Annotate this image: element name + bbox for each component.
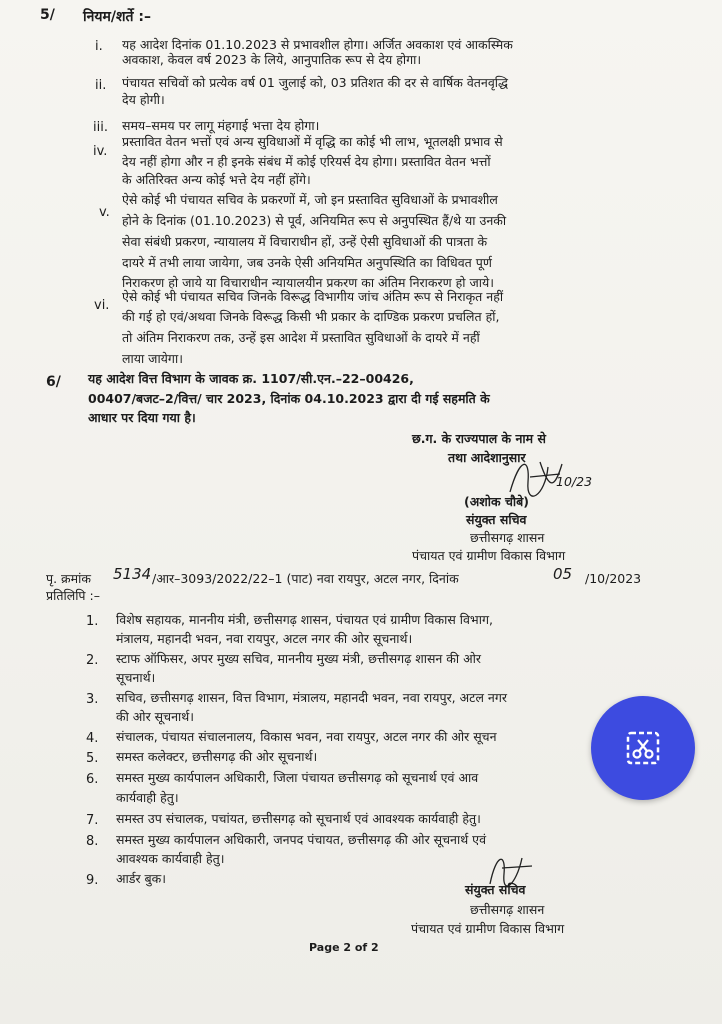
list-item: समस्त उप संचालक, पचांयत, छत्तीसगढ़ को सूचनार्थ एवं आवश्यक कार्यवाही हेतु। xyxy=(116,811,481,826)
item-text-line: के अतिरिक्त अन्य कोई भत्ते देय नहीं होंगे। xyxy=(122,172,311,187)
item-text-line: देय नहीं होगा और न ही इनके संबंध में कोई एरियर्स देय होगा। प्रस्तावित वेतन भत्तों xyxy=(122,154,491,169)
item-text-line: अवकाश, केवल वर्ष 2023 के लिये, आनुपातिक रूप से देय होगा। xyxy=(122,52,422,67)
item-text-line: प्रस्तावित वेतन भत्तों एवं अन्य सुविधाओं में वृद्धि का कोई भी लाभ, भूतलक्षी प्रभाव से xyxy=(122,134,503,149)
list-item: सचिव, छत्तीसगढ़ शासन, वित्त विभाग, मंत्रालय, महानदी भवन, नवा रायपुर, अटल नगर xyxy=(116,690,508,705)
list-number: 1. xyxy=(86,614,99,629)
endorsement-date-suffix: /10/2023 xyxy=(585,571,642,586)
list-item: समस्त कलेक्टर, छत्तीसगढ़ की ओर सूचनार्थ। xyxy=(116,749,318,764)
item-roman: iii. xyxy=(93,120,108,135)
list-item: मंत्रालय, महानदी भवन, नवा रायपुर, अटल नगर की ओर सूचनार्थ। xyxy=(116,631,413,646)
item-text-line: समय–समय पर लागू मंहगाई भत्ता देय होगा। xyxy=(122,118,320,133)
list-item: आर्डर बुक। xyxy=(116,871,167,886)
list-number: 6. xyxy=(86,772,99,787)
list-item: समस्त मुख्य कार्यपालन अधिकारी, जिला पंचायत छत्तीसगढ़ को सूचनार्थ एवं आव xyxy=(116,770,479,785)
item-text-line: यह आदेश दिनांक 01.10.2023 से प्रभावशील होगा। अर्जित अवकाश एवं आकस्मिक xyxy=(122,37,513,52)
item-roman: ii. xyxy=(95,78,107,93)
copy-label: प्रतिलिपि :– xyxy=(46,588,100,603)
list-item: विशेष सहायक, माननीय मंत्री, छत्तीसगढ़ शासन, पंचायत एवं ग्रामीण विकास विभाग, xyxy=(116,612,493,627)
section6-text-line: आधार पर दिया गया है। xyxy=(88,410,196,425)
list-item: की ओर सूचनार्थ। xyxy=(116,709,194,724)
endorsement-prefix: पृ. क्रमांक xyxy=(46,571,91,586)
list-number: 7. xyxy=(86,813,99,828)
item-text-line: तो अंतिम निराकरण तक, उन्हें इस आदेश में प्रस्तावित सुविधाओं के दायरे में नहीं xyxy=(122,330,480,345)
signatory-government: छत्तीसगढ़ शासन xyxy=(470,530,545,545)
authority-line: छ.ग. के राज्यपाल के नाम से xyxy=(412,431,546,446)
item-text-line: निराकरण हो जाये या विचाराधीन न्यायालयीन प्रकरण का अंतिम निराकरण हो जाये। xyxy=(122,275,494,290)
list-item: स्टाफ ऑफिसर, अपर मुख्य सचिव, माननीय मुख्य मंत्री, छत्तीसगढ़ शासन की ओर xyxy=(116,651,482,666)
crop-tool-button[interactable] xyxy=(591,696,695,800)
item-text-line: दायरे में तभी लाया जायेगा, जब उनके ऐसी अनियमित अनुपस्थिति का विधिवत पूर्ण xyxy=(122,255,492,270)
page-number: Page 2 of 2 xyxy=(309,941,379,954)
signatory-designation: संयुक्त सचिव xyxy=(466,512,527,527)
list-number: 8. xyxy=(86,834,99,849)
signatory-designation: संयुक्त सचिव xyxy=(465,882,526,897)
scissors-crop-icon xyxy=(623,728,663,768)
item-roman: i. xyxy=(95,39,103,54)
list-number: 9. xyxy=(86,873,99,888)
list-item: सूचनार्थ। xyxy=(116,670,156,685)
signatory-government: छत्तीसगढ़ शासन xyxy=(470,902,545,917)
list-number: 3. xyxy=(86,692,99,707)
item-text-line: होने के दिनांक (01.10.2023) से पूर्व, अनियमित रूप से अनुपस्थित हैं/थे या उनकी xyxy=(122,213,507,228)
list-number: 5. xyxy=(86,751,99,766)
section-number: 6/ xyxy=(46,374,61,390)
item-text-line: ऐसे कोई भी पंचायत सचिव जिनके विरूद्ध विभागीय जांच अंतिम रूप से निराकृत नहीं xyxy=(122,289,504,304)
handwritten-day: 05 xyxy=(553,565,573,583)
item-text-line: पंचायत सचिवों को प्रत्येक वर्ष 01 जुलाई को, 03 प्रतिशत की दर से वार्षिक वेतनवृद्धि xyxy=(122,75,509,90)
handwritten-date: 10/23 xyxy=(556,474,593,489)
list-item: समस्त मुख्य कार्यपालन अधिकारी, जनपद पंचायत, छत्तीसगढ़ की ओर सूचनार्थ एवं xyxy=(116,832,487,847)
authority-line: तथा आदेशानुसार xyxy=(448,450,526,465)
item-text-line: की गई हो एवं/अथवा जिनके विरूद्ध किसी भी प्रकार के दाण्डिक प्रकरण प्रचलित हों, xyxy=(122,309,500,324)
handwritten-number: 5134 xyxy=(113,565,152,583)
section-heading: नियम/शर्ते :– xyxy=(83,9,151,25)
signatory-department: पंचायत एवं ग्रामीण विकास विभाग xyxy=(412,548,566,563)
item-text-line: ऐसे कोई भी पंचायत सचिव के प्रकरणों में, जो इन प्रस्तावित सुविधाओं के प्रभावशील xyxy=(122,192,498,207)
item-text-line: देय होगी। xyxy=(122,92,165,107)
list-item: संचालक, पंचायत संचालनालय, विकास भवन, नवा रायपुर, अटल नगर की ओर सूचन xyxy=(116,729,497,744)
signatory-name: (अशोक चौबे) xyxy=(464,494,529,509)
item-roman: vi. xyxy=(94,298,110,313)
item-roman: iv. xyxy=(93,144,108,159)
list-item: आवश्यक कार्यवाही हेतु। xyxy=(116,851,225,866)
endorsement-ref: /आर–3093/2022/22–1 (पाट) नवा रायपुर, अटल नगर, दिनांक xyxy=(152,571,459,586)
signatory-department: पंचायत एवं ग्रामीण विकास विभाग xyxy=(411,921,565,936)
item-text-line: सेवा संबंधी प्रकरण, न्यायालय में विचाराधीन हों, उन्हें ऐसी सुविधाओं की पात्रता के xyxy=(122,234,488,249)
section6-text-line: 00407/बजट–2/वित्त/ चार 2023, दिनांक 04.10.2023 द्वारा दी गई सहमति के xyxy=(88,391,490,406)
list-number: 4. xyxy=(86,731,99,746)
section-number: 5/ xyxy=(40,7,55,23)
item-text-line: लाया जायेगा। xyxy=(122,351,183,366)
list-number: 2. xyxy=(86,653,99,668)
item-roman: v. xyxy=(99,205,110,220)
list-item: कार्यवाही हेतु। xyxy=(116,790,179,805)
section6-text-line: यह आदेश वित्त विभाग के जावक क्र. 1107/सी.एन.–22–00426, xyxy=(88,371,414,386)
